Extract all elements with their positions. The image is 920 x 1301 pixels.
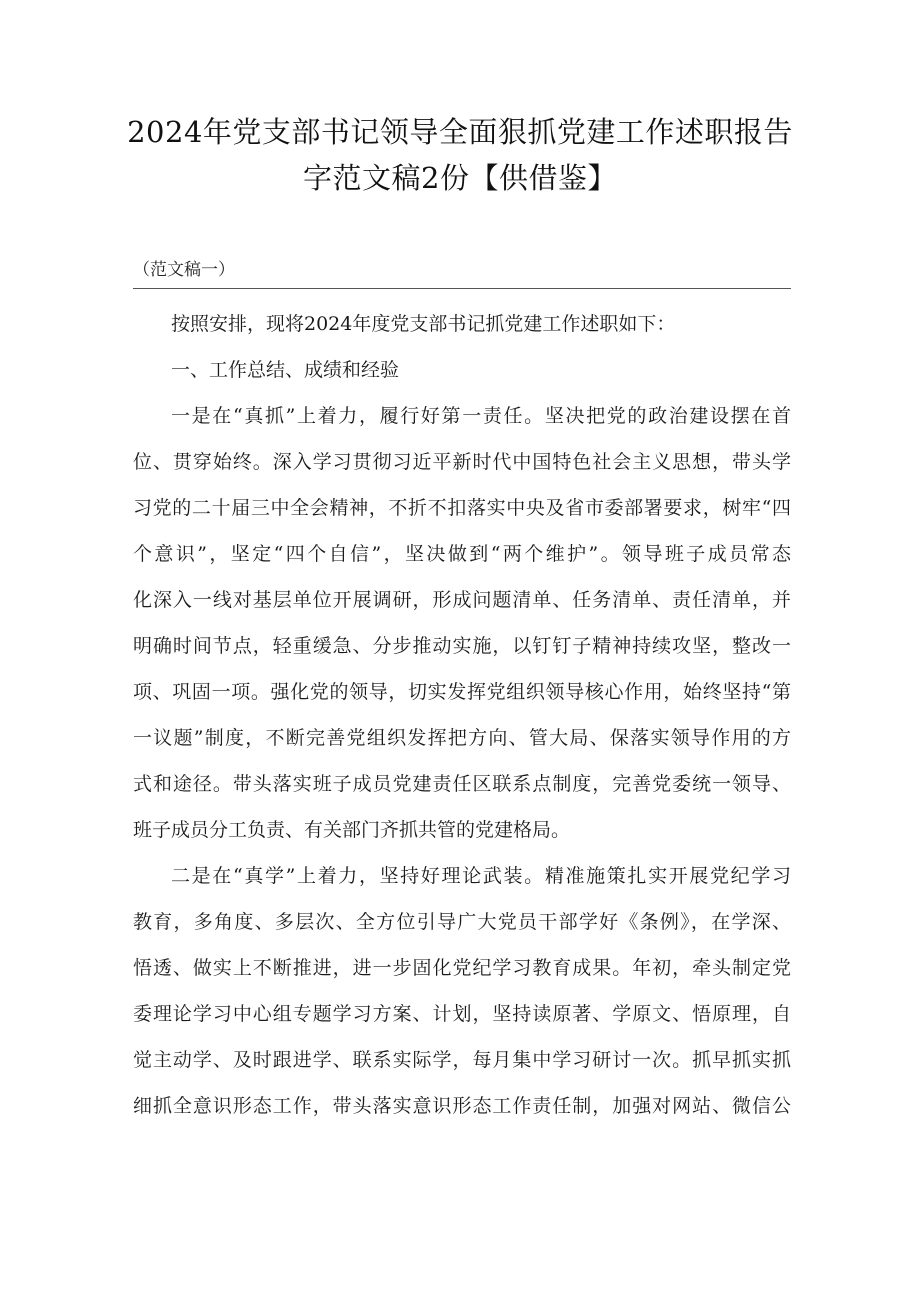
paragraph-line: 细抓全意识形态工作，带头落实意识形态工作责任制，加强对网站、微信公 [133, 1095, 791, 1117]
paragraph-line: 式和途径。带头落实班子成员党建责任区联系点制度，完善党委统一领导、 [133, 773, 791, 795]
section-heading: 一、工作总结、成绩和经验 [171, 359, 400, 381]
paragraph-line: 一议题”制度，不断完善党组织发挥把方向、管大局、保落实领导作用的方 [133, 727, 791, 749]
paragraph-line: 觉主动学、及时跟进学、联系实际学，每月集中学习研讨一次。抓早抓实抓 [133, 1049, 791, 1071]
section-label: （范文稿一） [133, 260, 235, 280]
paragraph-line: 按照安排，现将2024年度党支部书记抓党建工作述职如下： [171, 313, 676, 335]
paragraph-line: 悟透、做实上不断推进，进一步固化党纪学习教育成果。年初，牵头制定党 [133, 957, 791, 979]
header-divider [133, 288, 791, 289]
document-title-line-2: 字范文稿2份【供借鉴】 [303, 161, 617, 195]
paragraph-line: 项、巩固一项。强化党的领导，切实发挥党组织领导核心作用，始终坚持“第 [133, 681, 791, 703]
paragraph-line: 委理论学习中心组专题学习方案、计划，坚持读原著、学原文、悟原理，自 [133, 1003, 791, 1025]
paragraph-line: 明确时间节点，轻重缓急、分步推动实施，以钉钉子精神持续攻坚，整改一 [133, 635, 791, 657]
paragraph-line: 化深入一线对基层单位开展调研，形成问题清单、任务清单、责任清单，并 [133, 589, 791, 611]
paragraph-line: 习党的二十届三中全会精神，不折不扣落实中央及省市委部署要求，树牢“四 [133, 497, 791, 519]
paragraph-line: 一是在“真抓”上着力，履行好第一责任。坚决把党的政治建设摆在首 [171, 405, 791, 427]
document-title-line-1: 2024年党支部书记领导全面狠抓党建工作述职报告 [127, 115, 793, 149]
paragraph-line: 二是在“真学”上着力，坚持好理论武装。精准施策扎实开展党纪学习 [171, 865, 791, 887]
paragraph-line: 教育，多角度、多层次、全方位引导广大党员干部学好《条例》，在学深、 [133, 911, 791, 933]
paragraph-line: 班子成员分工负责、有关部门齐抓共管的党建格局。 [133, 819, 571, 841]
paragraph-line: 个意识”，坚定“四个自信”，坚决做到“两个维护”。领导班子成员常态 [133, 543, 791, 565]
paragraph-line: 位、贯穿始终。深入学习贯彻习近平新时代中国特色社会主义思想，带头学 [133, 451, 791, 473]
